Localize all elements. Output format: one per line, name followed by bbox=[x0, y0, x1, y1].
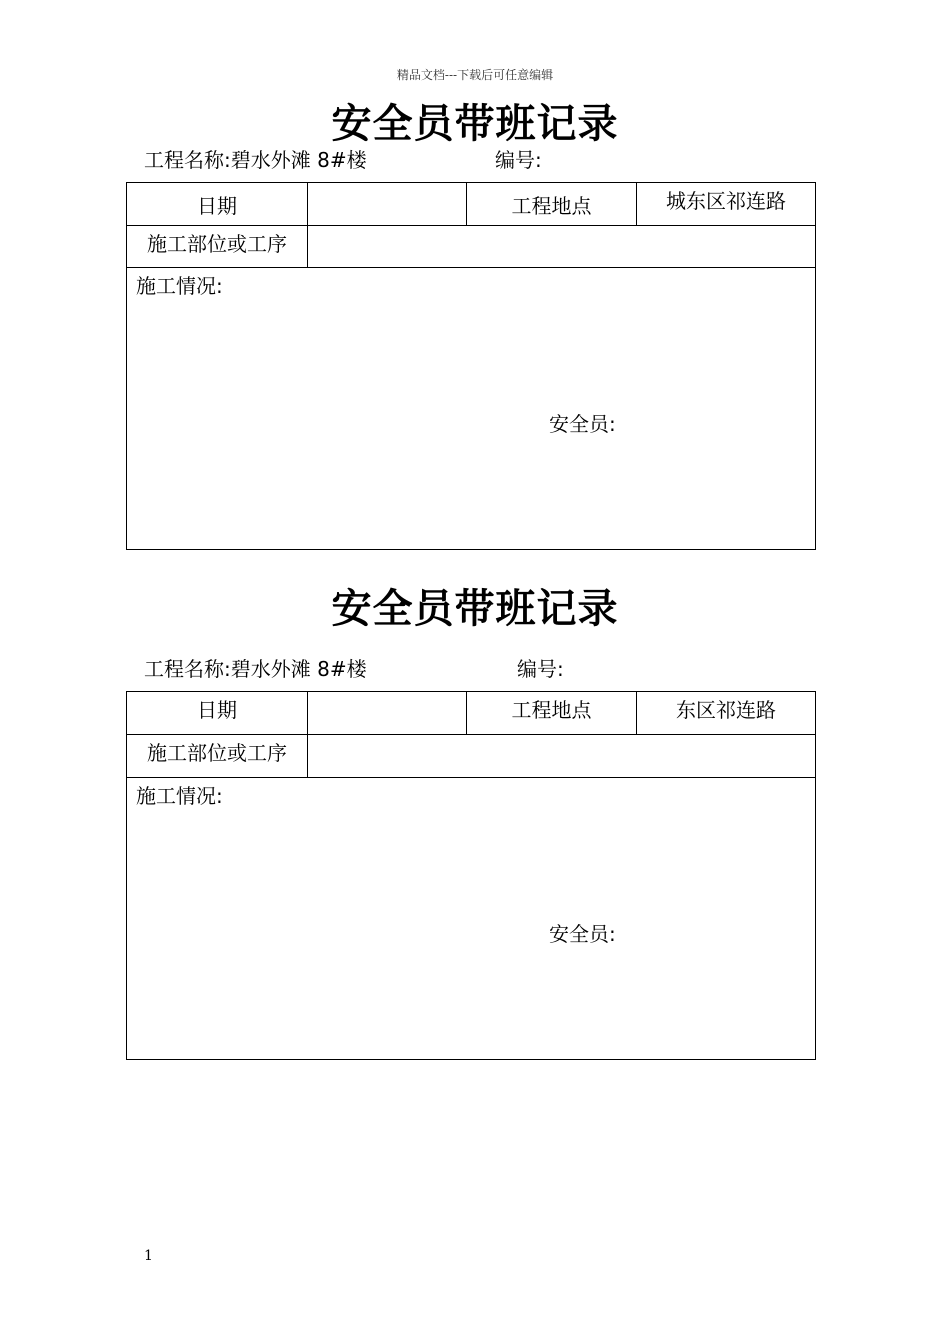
record-table bbox=[126, 691, 816, 1060]
table-row bbox=[127, 778, 816, 1060]
construction-part-label: 施工部位或工序 bbox=[127, 735, 308, 778]
construction-part-value-cell[interactable] bbox=[308, 735, 816, 778]
page-header-note: 精品文档---下载后可任意编辑 bbox=[396, 68, 554, 82]
table-row bbox=[127, 226, 816, 268]
construction-part-value-cell[interactable] bbox=[308, 226, 816, 268]
construction-part-label: 施工部位或工序 bbox=[127, 226, 308, 268]
construction-situation-cell[interactable] bbox=[127, 268, 816, 550]
date-label: 日期 bbox=[127, 692, 308, 735]
table-row bbox=[127, 183, 816, 226]
construction-situation-label: 施工情况: bbox=[136, 274, 223, 298]
table-row bbox=[127, 735, 816, 778]
date-label: 日期 bbox=[127, 183, 308, 226]
date-value-cell[interactable] bbox=[308, 692, 467, 735]
date-value-cell[interactable] bbox=[308, 183, 467, 226]
project-name-label: 工程名称:碧水外滩 8#楼 bbox=[144, 148, 367, 172]
safety-officer-label: 安全员: bbox=[549, 922, 616, 946]
record-table bbox=[126, 182, 816, 550]
project-name-label: 工程名称:碧水外滩 8#楼 bbox=[144, 657, 367, 681]
table-row bbox=[127, 268, 816, 550]
form-title: 安全员带班记录 bbox=[331, 586, 619, 632]
table-row bbox=[127, 692, 816, 735]
location-value: 城东区祁连路 bbox=[637, 183, 816, 226]
record-number-label: 编号: bbox=[517, 657, 564, 681]
safety-officer-label: 安全员: bbox=[549, 412, 616, 436]
construction-situation-cell[interactable] bbox=[127, 778, 816, 1060]
page-number: 1 bbox=[144, 1248, 153, 1264]
location-label: 工程地点 bbox=[467, 692, 637, 735]
form-title: 安全员带班记录 bbox=[331, 101, 619, 147]
construction-situation-label: 施工情况: bbox=[136, 784, 223, 808]
location-label: 工程地点 bbox=[467, 183, 637, 226]
location-value: 东区祁连路 bbox=[637, 692, 816, 735]
record-number-label: 编号: bbox=[495, 148, 542, 172]
